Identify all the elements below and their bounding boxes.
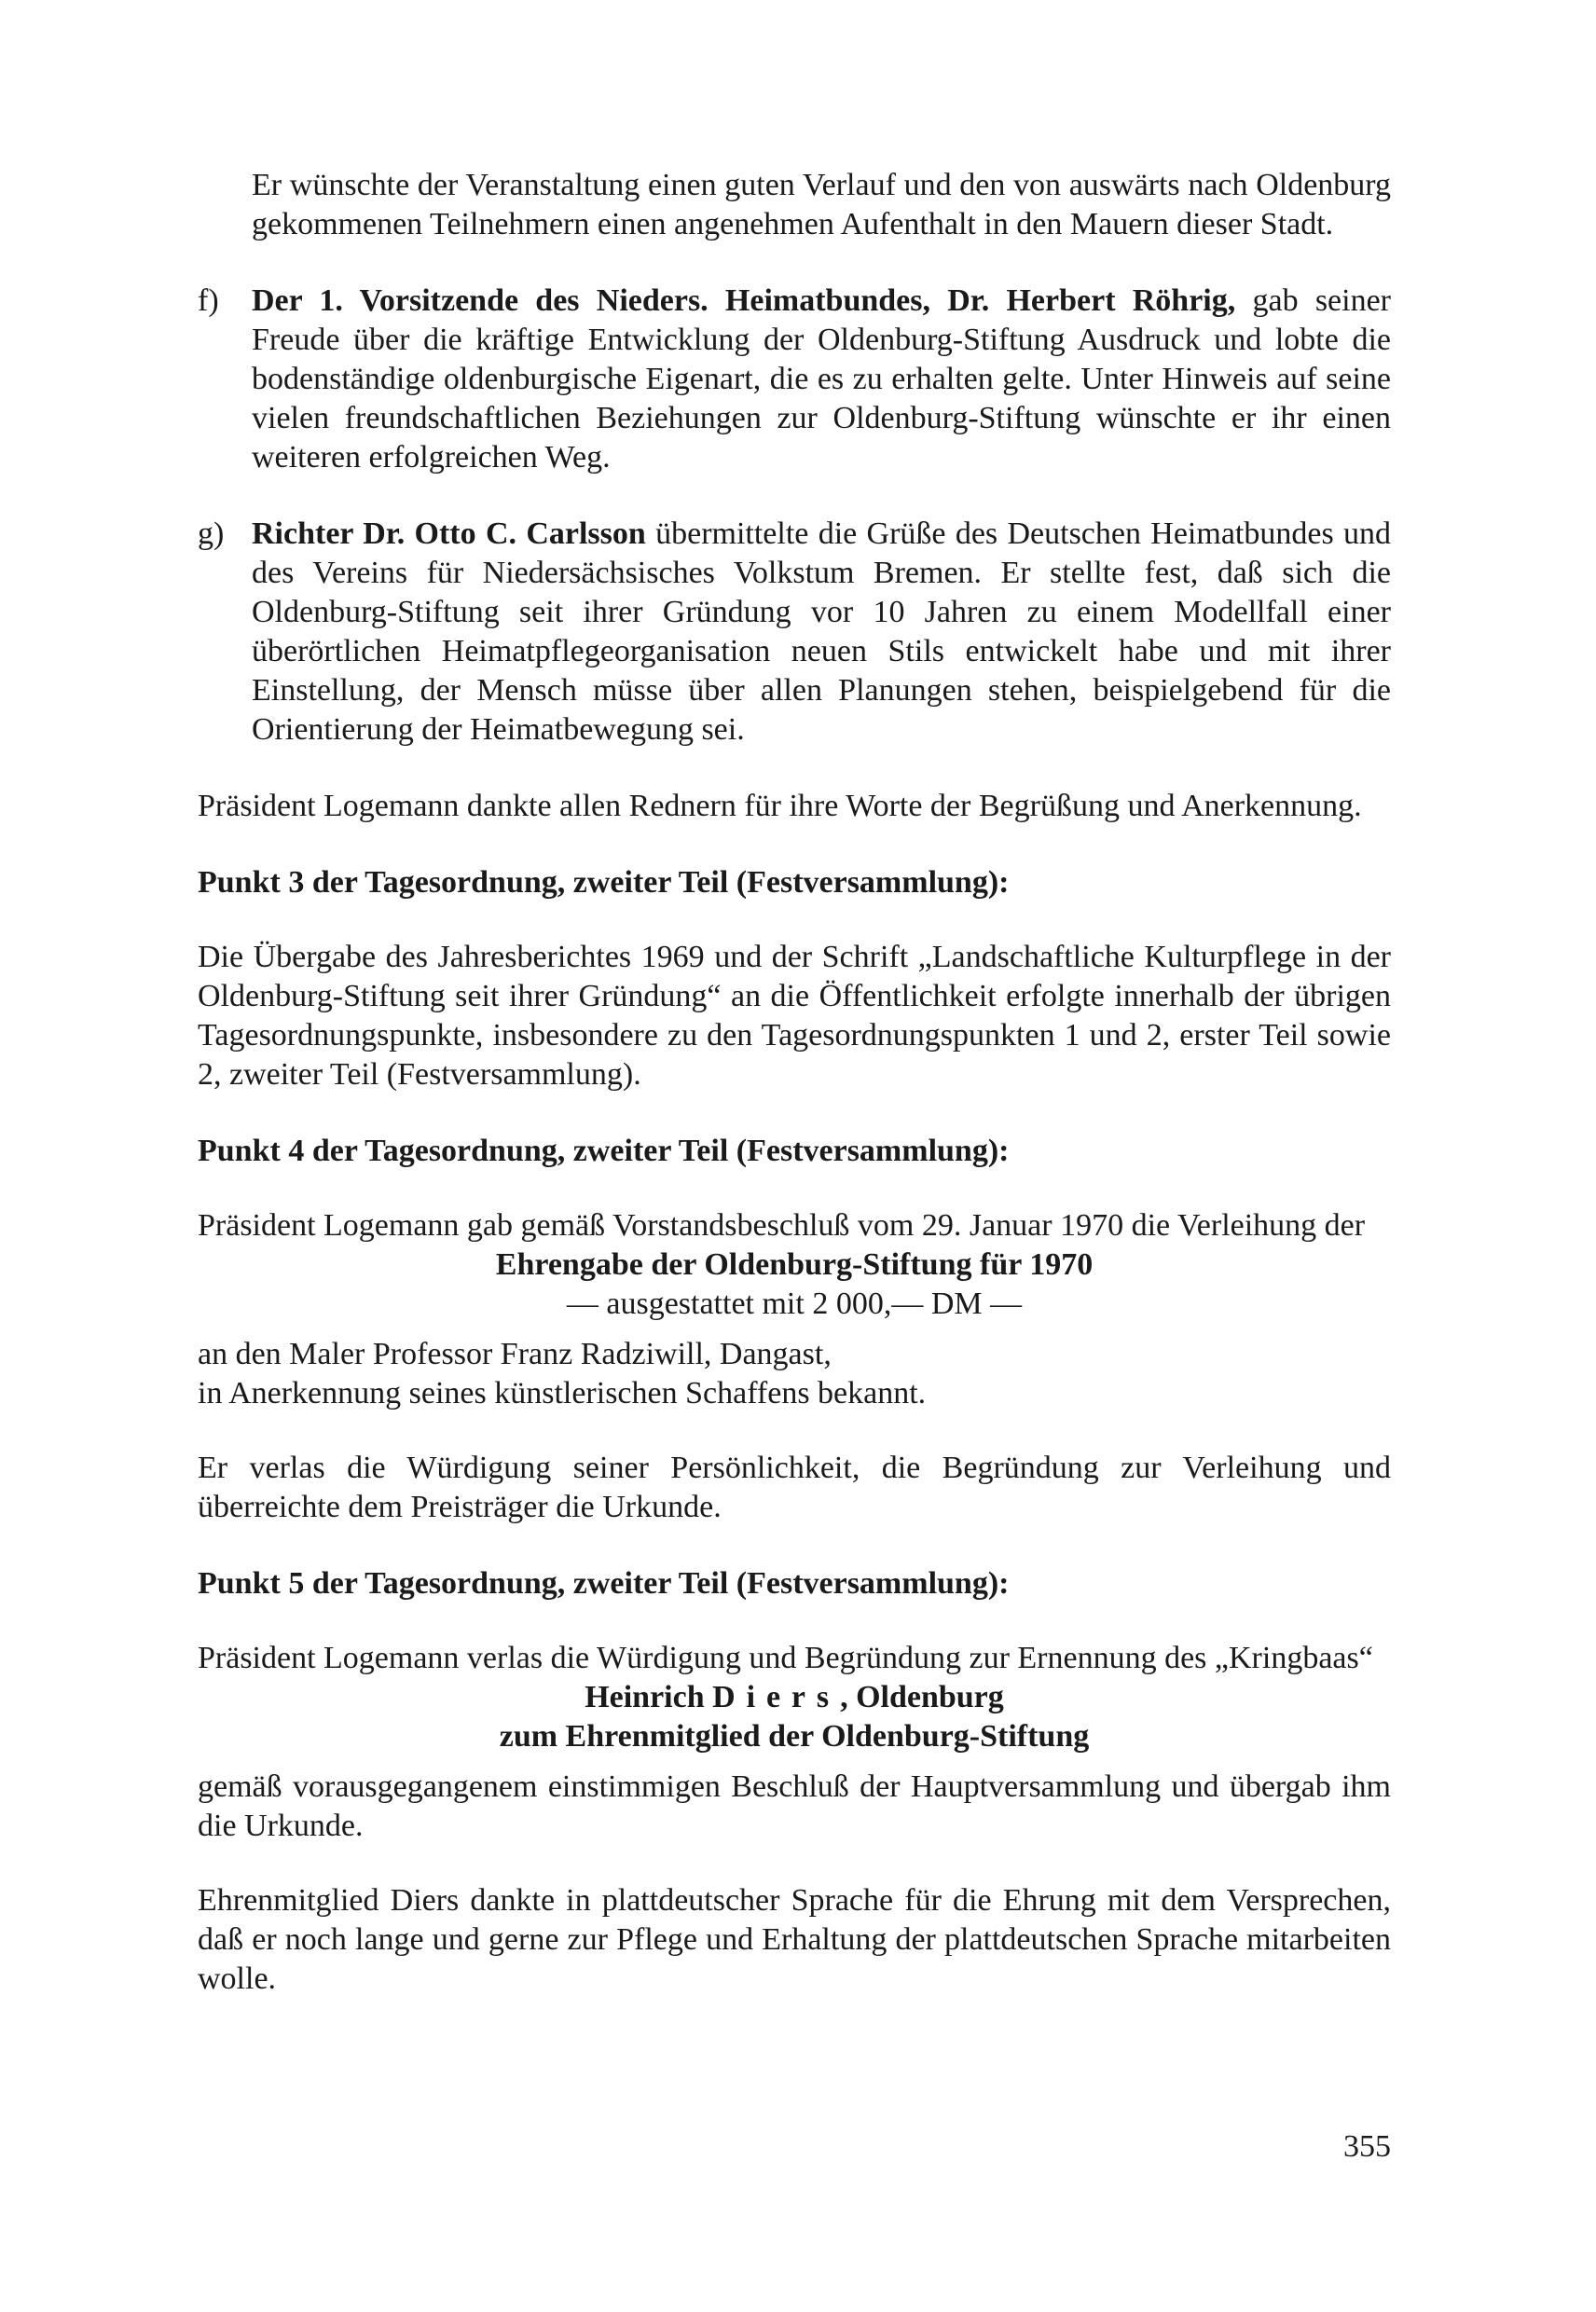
list-item-g-text bbox=[252, 515, 1391, 750]
heading-punkt-5: Punkt 5 der Tagesordnung, zweiter Teil (Festversammlung): bbox=[198, 1566, 1010, 1601]
award-recipient: an den Maler Professor Franz Radziwill, Dangast, bbox=[198, 1337, 832, 1371]
paragraph-punkt-5-intro: Präsident Logemann verlas die Würdigung und Begründung zur Ernennung des „Kringbaas“ bbox=[198, 1641, 1373, 1675]
paragraph-punkt-4-intro: Präsident Logemann gab gemäß Vorstandsbeschluß vom 29. Januar 1970 die Verleihung der bbox=[198, 1208, 1366, 1243]
honoree-place: , Oldenburg bbox=[840, 1680, 1004, 1714]
honoree-last-name: Diers bbox=[712, 1680, 841, 1714]
paragraph-punkt-5-thanks: Ehrenmitglied Diers dankte in plattdeutscher Sprache für die Ehrung mit dem Versprechen, daß er noch lange und gerne zur Pflege und Erhaltung der plattdeutschen Sprache mitarbeiten wolle. bbox=[198, 1883, 1391, 1996]
heading-punkt-4: Punkt 4 der Tagesordnung, zweiter Teil (Festversammlung): bbox=[198, 1134, 1010, 1168]
paragraph-punkt-4-closing: Er verlas die Würdigung seiner Persönlichkeit, die Begründung zur Verleihung und überreichte dem Preisträger die Urkunde. bbox=[198, 1451, 1391, 1524]
list-item-f-text bbox=[252, 282, 1391, 477]
award-title: Ehrengabe der Oldenburg-Stiftung für 1970 bbox=[495, 1247, 1094, 1282]
list-item-f-body: gab seiner Freude über die kräftige Entwicklung der Oldenburg-Stiftung Ausdruck und lobte die bodenständige oldenburgische Eigenart, die es zu erhalten gelte. Unter Hinweis auf seine vielen freundschaftlichen Beziehungen zur Oldenburg-Stiftung wünschte er ihr einen weiteren erfolgreichen Weg. bbox=[252, 283, 1391, 475]
award-reason: in Anerkennung seines künstlerischen Schaffens bekannt. bbox=[198, 1376, 927, 1411]
heading-punkt-3: Punkt 3 der Tagesordnung, zweiter Teil (Festversammlung): bbox=[198, 865, 1010, 900]
list-item-g-body: übermittelte die Grüße des Deutschen Heimatbundes und des Vereins für Niedersächsisches Volkstum Bremen. Er stellte fest, daß sich die Oldenburg-Stiftung seit ihrer Gründung vor 10 Jahren zu einem Modellfall einer überörtlichen Heimatpflegeorganisation neuen Stils entwickelt habe und mit ihrer Einstellung, der Mensch müsse über allen Planungen stehen, beispielgebend für die Orientierung der Heimatbewegung sei. bbox=[252, 516, 1392, 747]
speaker-name-g: Richter Dr. Otto C. Carlsson bbox=[252, 516, 646, 551]
award-amount: — ausgestattet mit 2 000,— DM — bbox=[566, 1287, 1023, 1321]
paragraph-thanks: Präsident Logemann dankte allen Rednern für ihre Worte der Begrüßung und Anerkennung. bbox=[198, 789, 1362, 823]
paragraph-punkt-5-decision: gemäß vorausgegangenem einstimmigen Beschluß der Hauptversammlung und übergab ihm die Urkunde. bbox=[198, 1769, 1391, 1843]
list-marker-g: g) bbox=[198, 516, 225, 551]
list-item-f bbox=[198, 282, 1391, 477]
page-number: 355 bbox=[1343, 2129, 1391, 2164]
honoree-first-name: Heinrich bbox=[585, 1680, 713, 1714]
honorary-member-title: zum Ehrenmitglied der Oldenburg-Stiftung bbox=[499, 1719, 1090, 1754]
honoree-name bbox=[198, 1678, 1391, 1717]
paragraph-intro: Er wünschte der Veranstaltung einen guten Verlauf und den von auswärts nach Oldenburg gekommenen Teilnehmern einen angenehmen Aufenthalt in den Mauern dieser Stadt. bbox=[252, 168, 1391, 241]
paragraph-punkt-3: Die Übergabe des Jahresberichtes 1969 und der Schrift „Landschaftliche Kulturpflege in der Oldenburg-Stiftung seit ihrer Gründung“ an die Öffentlichkeit erfolgte innerhalb der übrigen Tagesordnungspunkte, insbesondere zu den Tagesordnungspunkten 1 und 2, erster Teil sowie 2, zweiter Teil (Festversammlung). bbox=[198, 940, 1391, 1092]
list-marker-f: f) bbox=[198, 283, 219, 318]
list-item-g bbox=[198, 515, 1391, 750]
speaker-name-f: Der 1. Vorsitzende des Nieders. Heimatbundes, Dr. Herbert Röhrig, bbox=[252, 283, 1236, 318]
page-content bbox=[198, 166, 1391, 1999]
